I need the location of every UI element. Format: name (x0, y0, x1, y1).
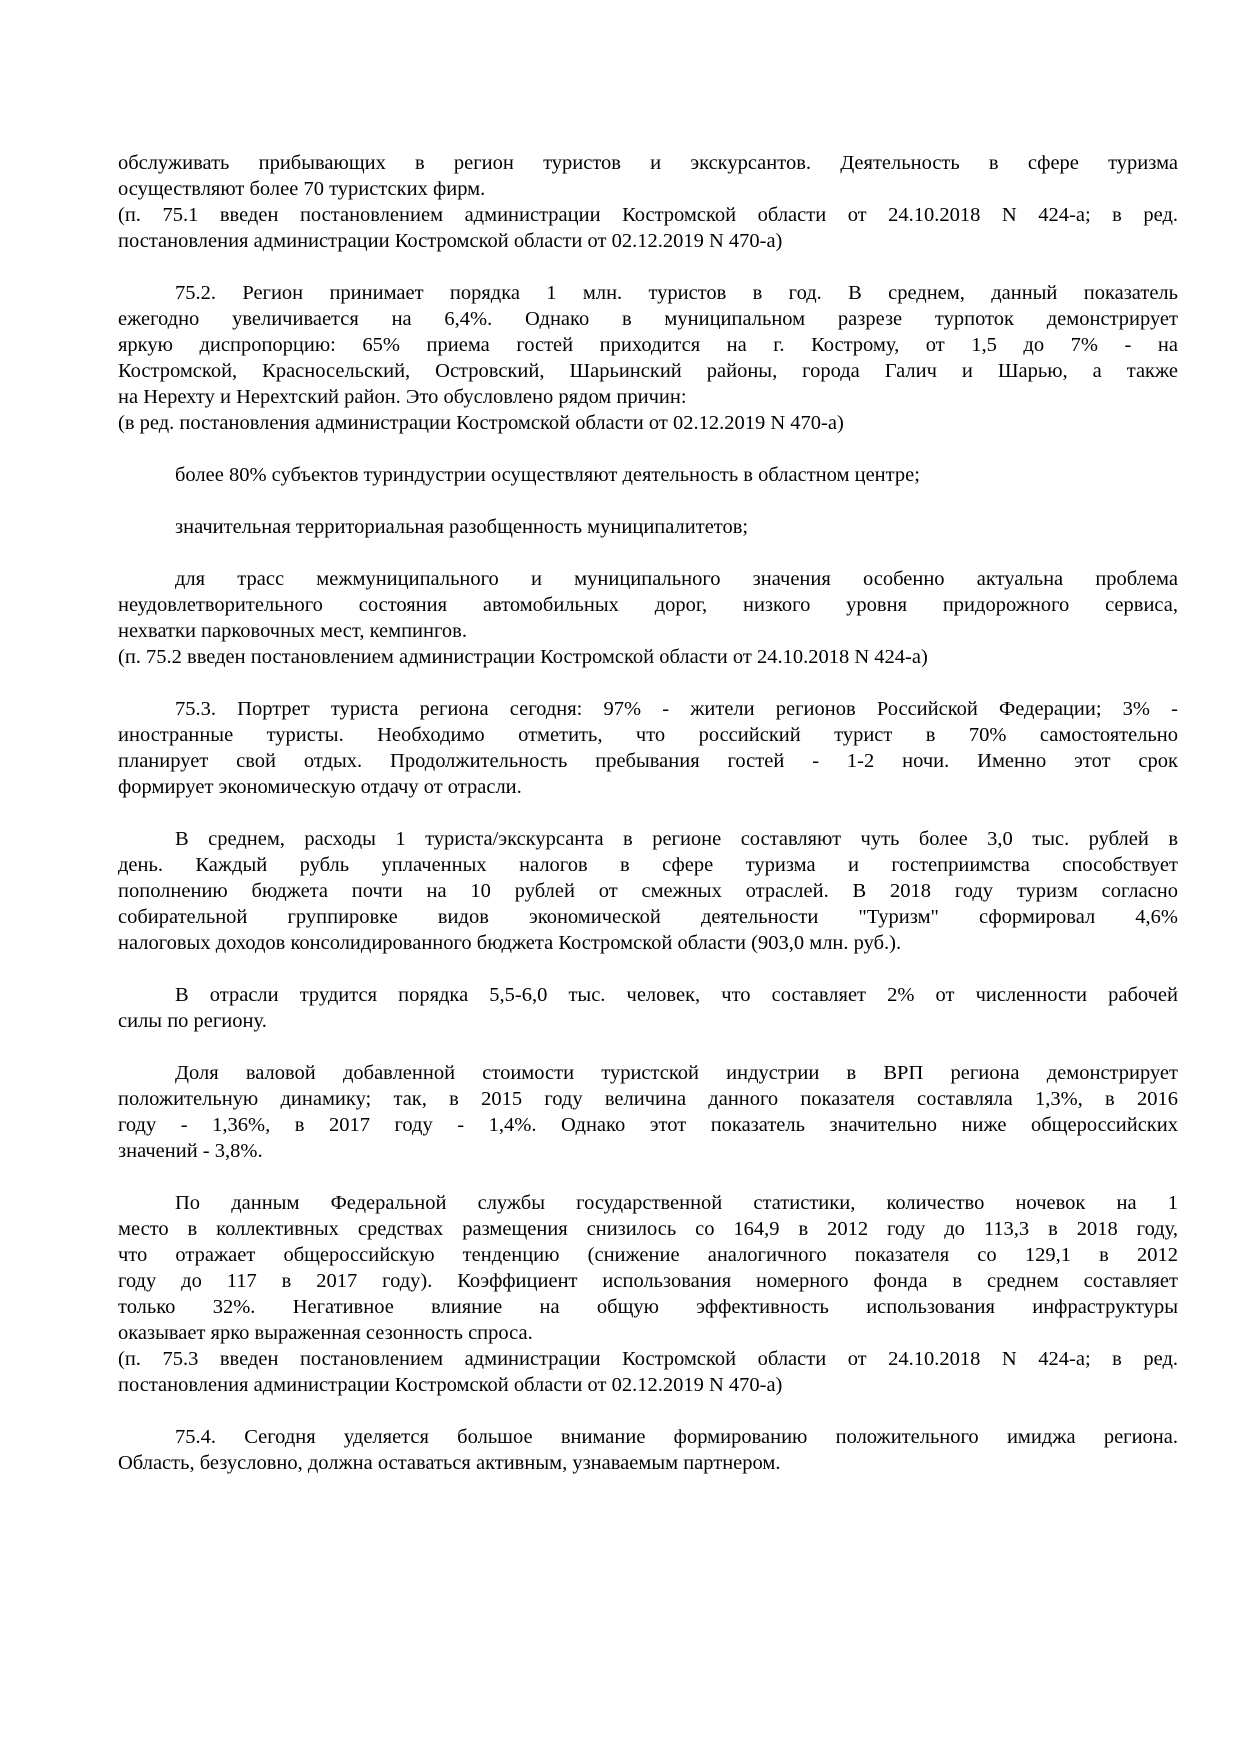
text-line: (в ред. постановления администрации Костромской области от 02.12.2019 N 470-а) (118, 412, 844, 434)
paragraph-gap (118, 800, 1178, 826)
text-line: только 32%. Негативное влияние на общую эффективность использования инфраструктуры (118, 1296, 1178, 1318)
paragraph-gap (118, 540, 1178, 566)
text-line: положительную динамику; так, в 2015 году величина данного показателя составляла 1,3%, в 2016 (118, 1088, 1178, 1110)
paragraph-gap (118, 488, 1178, 514)
amendment-note (118, 1346, 1178, 1398)
paragraph (118, 514, 1178, 540)
text-line: В среднем, расходы 1 туриста/экскурсанта в регионе составляют чуть более 3,0 тыс. рублей в (175, 828, 1178, 850)
text-line: место в коллективных средствах размещения снизилось со 164,9 в 2012 году до 113,3 в 2018 году, (118, 1218, 1178, 1240)
text-line: В отрасли трудится порядка 5,5-6,0 тыс. человек, что составляет 2% от численности рабочей (175, 984, 1178, 1006)
amendment-note (118, 644, 1178, 670)
text-line: налоговых доходов консолидированного бюджета Костромской области (903,0 млн. руб.). (118, 932, 902, 954)
text-line: неудовлетворительного состояния автомобильных дорог, низкого уровня придорожного сервиса, (118, 594, 1178, 616)
text-line: силы по региону. (118, 1010, 267, 1032)
text-line: году до 117 в 2017 году). Коэффициент использования номерного фонда в среднем составляет (118, 1270, 1178, 1292)
paragraph-gap (118, 670, 1178, 696)
paragraph (118, 150, 1178, 202)
paragraph (118, 982, 1178, 1034)
text-line: день. Каждый рубль уплаченных налогов в сфере туризма и гостеприимства способствует (118, 854, 1178, 876)
paragraph (118, 696, 1178, 800)
amendment-note (118, 202, 1178, 254)
text-line: году - 1,36%, в 2017 году - 1,4%. Однако этот показатель значительно ниже общероссийских (118, 1114, 1178, 1136)
text-line: пополнению бюджета почти на 10 рублей от смежных отраслей. В 2018 году туризм согласно (118, 880, 1178, 902)
text-line: значительная территориальная разобщенность муниципалитетов; (175, 516, 749, 538)
document-page (118, 150, 1178, 1476)
paragraph-gap (118, 1398, 1178, 1424)
text-line: для трасс межмуниципального и муниципального значения особенно актуальна проблема (175, 568, 1178, 590)
text-line: По данным Федеральной службы государственной статистики, количество ночевок на 1 (175, 1192, 1178, 1214)
text-line: на Нерехту и Нерехтский район. Это обусловлено рядом причин: (118, 386, 687, 408)
paragraph-gap (118, 1034, 1178, 1060)
text-line: Область, безусловно, должна оставаться активным, узнаваемым партнером. (118, 1452, 781, 1474)
text-line: 75.4. Сегодня уделяется большое внимание формированию положительного имиджа региона. (175, 1426, 1178, 1448)
text-line: иностранные туристы. Необходимо отметить, что российский турист в 70% самостоятельно (118, 724, 1178, 746)
text-line: значений - 3,8%. (118, 1140, 263, 1162)
text-line: яркую диспропорцию: 65% приема гостей приходится на г. Кострому, от 1,5 до 7% - на (118, 334, 1178, 356)
text-line: что отражает общероссийскую тенденцию (снижение аналогичного показателя со 129,1 в 2012 (118, 1244, 1178, 1266)
paragraph (118, 462, 1178, 488)
text-line: осуществляют более 70 туристских фирм. (118, 178, 486, 200)
text-line: Костромской, Красносельский, Островский, Шарьинский районы, города Галич и Шарью, а также (118, 360, 1178, 382)
text-line: ежегодно увеличивается на 6,4%. Однако в муниципальном разрезе турпоток демонстрирует (118, 308, 1178, 330)
paragraph-gap (118, 436, 1178, 462)
text-line: постановления администрации Костромской области от 02.12.2019 N 470-а) (118, 230, 783, 252)
text-line: (п. 75.3 введен постановлением администрации Костромской области от 24.10.2018 N 424-а; в ред. (118, 1348, 1178, 1370)
text-line: постановления администрации Костромской области от 02.12.2019 N 470-а) (118, 1374, 783, 1396)
text-line: (п. 75.2 введен постановлением администрации Костромской области от 24.10.2018 N 424-а) (118, 646, 928, 668)
text-line: обслуживать прибывающих в регион туристов и экскурсантов. Деятельность в сфере туризма (118, 152, 1178, 174)
text-line: (п. 75.1 введен постановлением администрации Костромской области от 24.10.2018 N 424-а; в ред. (118, 204, 1178, 226)
paragraph-gap (118, 1164, 1178, 1190)
paragraph-gap (118, 254, 1178, 280)
text-line: 75.2. Регион принимает порядка 1 млн. туристов в год. В среднем, данный показатель (175, 282, 1178, 304)
text-line: нехватки парковочных мест, кемпингов. (118, 620, 467, 642)
text-line: оказывает ярко выраженная сезонность спроса. (118, 1322, 533, 1344)
paragraph (118, 280, 1178, 410)
paragraph-gap (118, 956, 1178, 982)
paragraph (118, 826, 1178, 956)
paragraph (118, 1424, 1178, 1476)
text-line: Доля валовой добавленной стоимости туристской индустрии в ВРП региона демонстрирует (175, 1062, 1178, 1084)
text-line: 75.3. Портрет туриста региона сегодня: 97% - жители регионов Российской Федерации; 3% - (175, 698, 1178, 720)
text-line: более 80% субъектов туриндустрии осуществляют деятельность в областном центре; (175, 464, 920, 486)
text-line: собирательной группировке видов экономической деятельности "Туризм" сформировал 4,6% (118, 906, 1178, 928)
paragraph (118, 566, 1178, 644)
amendment-note (118, 410, 1178, 436)
text-line: планирует свой отдых. Продолжительность пребывания гостей - 1-2 ночи. Именно этот срок (118, 750, 1178, 772)
paragraph (118, 1060, 1178, 1164)
text-line: формирует экономическую отдачу от отрасли. (118, 776, 522, 798)
paragraph (118, 1190, 1178, 1346)
